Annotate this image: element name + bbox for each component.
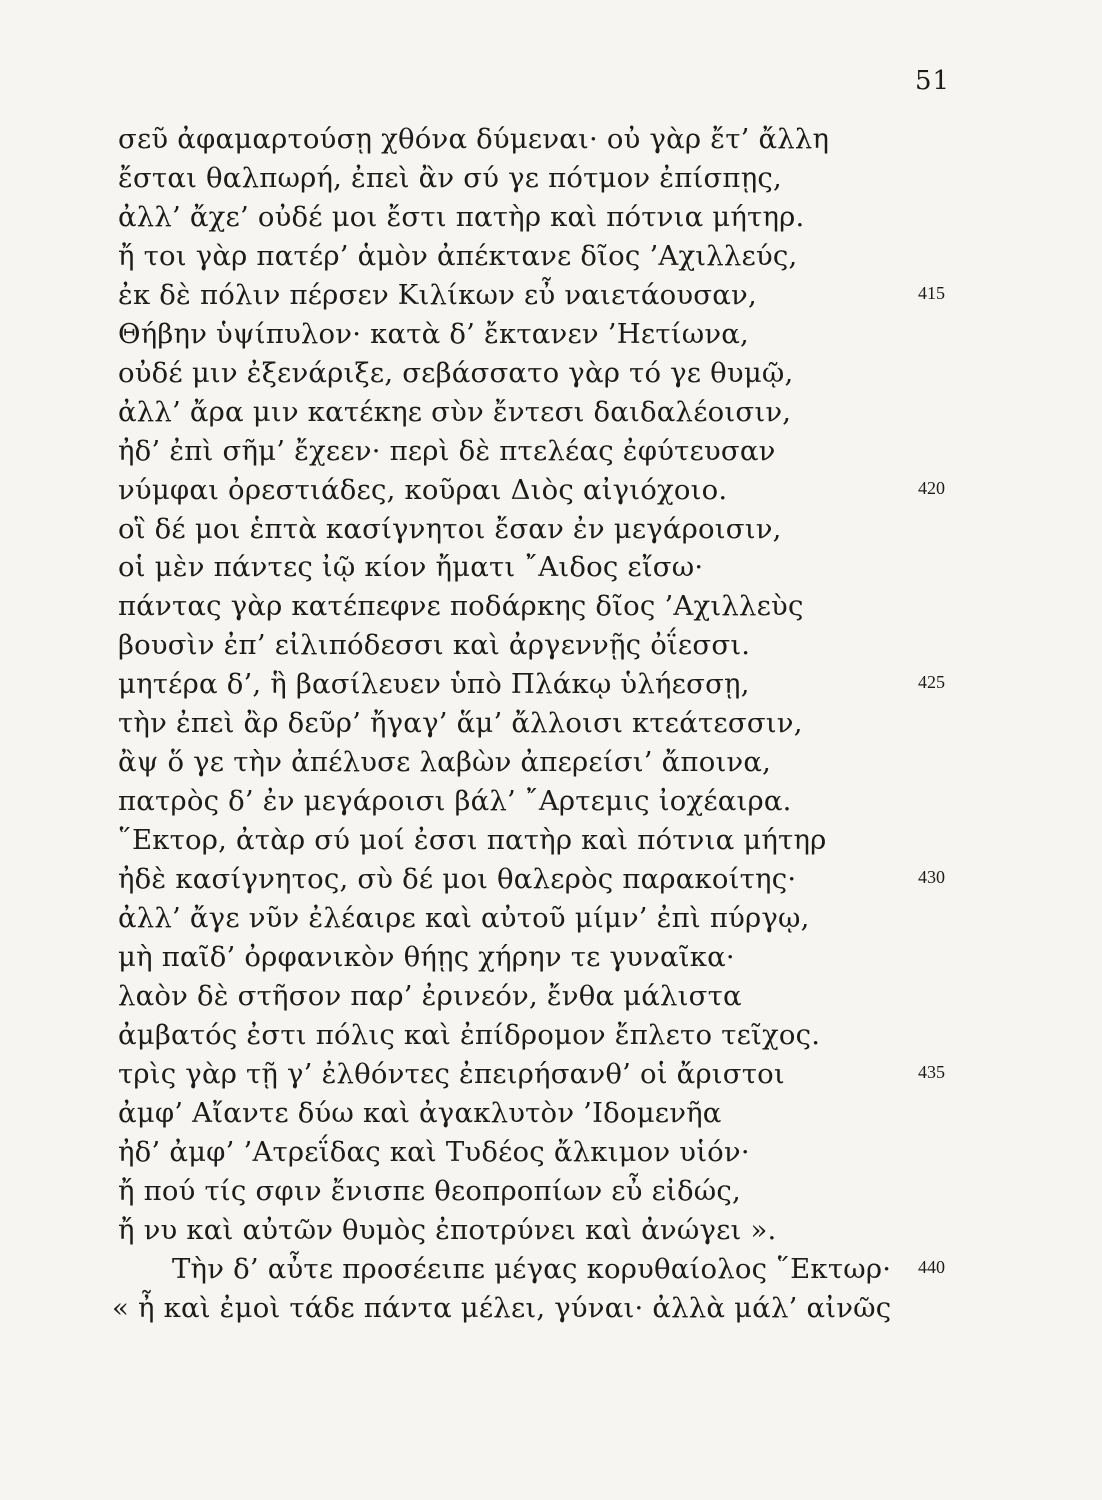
verse-line: σεῦ ἀφαμαρτούσῃ χθόνα δύμεναι· οὐ γὰρ ἔτ’ ἄλλη bbox=[118, 123, 830, 155]
verse-line: ἤ πού τίς σφιν ἔνισπε θεοπροπίων εὖ εἰδώς, bbox=[118, 1175, 741, 1207]
verse-line: λαὸν δὲ στῆσον παρ’ ἐρινεόν, ἔνθα μάλιστα bbox=[118, 980, 742, 1012]
verse-line: τρὶς γὰρ τῇ γ’ ἐλθόντες ἐπειρήσανθ’ οἱ ἄριστοι bbox=[118, 1058, 785, 1090]
verse-line: μητέρα δ’, ἣ βασίλευεν ὑπὸ Πλάκῳ ὑλήεσσῃ, bbox=[118, 668, 750, 700]
verse-line: ἀλλ’ ἄχε’ οὐδέ μοι ἔστι πατὴρ καὶ πότνια μήτηρ. bbox=[118, 201, 805, 233]
verse-line: ἀμβατός ἐστι πόλις καὶ ἐπίδρομον ἔπλετο τεῖχος. bbox=[118, 1019, 821, 1051]
verse-line: οἳ δέ μοι ἑπτὰ κασίγνητοι ἔσαν ἐν μεγάροισιν, bbox=[118, 513, 782, 545]
line-number: 435 bbox=[918, 1062, 945, 1082]
verse-line: ἠδ’ ἐπὶ σῆμ’ ἔχεεν· περὶ δὲ πτελέας ἐφύτευσαν bbox=[118, 435, 776, 467]
verse-line: ἠδ’ ἀμφ’ ’Ατρεΐδας καὶ Τυδέος ἄλκιμον υἱόν· bbox=[118, 1136, 750, 1168]
line-number: 440 bbox=[918, 1257, 945, 1277]
verse-line: ἤ τοι γὰρ πατέρ’ ἁμὸν ἀπέκτανε δῖος ’Αχιλλεύς, bbox=[118, 240, 798, 272]
verse-line: ἔσται θαλπωρή, ἐπεὶ ἂν σύ γε πότμον ἐπίσπῃς, bbox=[118, 162, 782, 194]
verse-line: « ἦ καὶ ἐμοὶ τάδε πάντα μέλει, γύναι· ἀλλὰ μάλ’ αἰνῶς bbox=[112, 1292, 892, 1324]
verse-line: τὴν ἐπεὶ ἂρ δεῦρ’ ἤγαγ’ ἅμ’ ἄλλοισι κτεάτεσσιν, bbox=[118, 707, 803, 739]
verse-line: ῞Εκτορ, ἀτὰρ σύ μοί ἐσσι πατὴρ καὶ πότνια μήτηρ bbox=[118, 824, 827, 856]
line-number: 425 bbox=[918, 672, 945, 692]
verse-line: ἠδὲ κασίγνητος, σὺ δέ μοι θαλερὸς παρακοίτης· bbox=[118, 863, 797, 895]
verse-line: Θήβην ὑψίπυλον· κατὰ δ’ ἔκτανεν ’Ηετίωνα, bbox=[118, 318, 749, 350]
verse-line: ἀλλ’ ἄγε νῦν ἐλέαιρε καὶ αὐτοῦ μίμν’ ἐπὶ πύργῳ, bbox=[118, 902, 810, 934]
verse-line: πατρὸς δ’ ἐν μεγάροισι βάλ’ ῎Αρτεμις ἰοχέαιρα. bbox=[118, 785, 792, 817]
verse-line: ἐκ δὲ πόλιν πέρσεν Κιλίκων εὖ ναιετάουσαν, bbox=[118, 279, 757, 311]
line-number: 415 bbox=[918, 283, 945, 303]
verse-line: ἀμφ’ Αἴαντε δύω καὶ ἀγακλυτὸν ’Ιδομενῆα bbox=[118, 1097, 722, 1129]
verse-line: ἀλλ’ ἄρα μιν κατέκηε σὺν ἔντεσι δαιδαλέοισιν, bbox=[118, 396, 792, 428]
verse-line: μὴ παῖδ’ ὀρφανικὸν θήῃς χήρην τε γυναῖκα· bbox=[118, 941, 735, 973]
verse-line: οἱ μὲν πάντες ἰῷ κίον ἤματι ῎Αιδος εἴσω· bbox=[118, 551, 704, 583]
verse-line: πάντας γὰρ κατέπεφνε ποδάρκης δῖος ’Αχιλλεὺς bbox=[118, 590, 804, 622]
line-number: 420 bbox=[918, 478, 945, 498]
verse-line: Τὴν δ’ αὖτε προσέειπε μέγας κορυθαίολος ῞Εκτωρ· bbox=[172, 1253, 892, 1285]
verse-line: νύμφαι ὀρεστιάδες, κοῦραι Διὸς αἰγιόχοιο. bbox=[118, 474, 728, 506]
page-number: 51 bbox=[915, 66, 951, 96]
verse-line: ἂψ ὅ γε τὴν ἀπέλυσε λαβὼν ἀπερείσι’ ἄποινα, bbox=[118, 746, 772, 778]
verse-line: οὐδέ μιν ἐξενάριξε, σεβάσσατο γὰρ τό γε θυμῷ, bbox=[118, 357, 794, 389]
verse-line: βουσὶν ἐπ’ εἰλιπόδεσσι καὶ ἀργεννῇς ὀΐεσσι. bbox=[118, 629, 751, 661]
line-number: 430 bbox=[918, 867, 945, 887]
verse-line: ἤ νυ καὶ αὐτῶν θυμὸς ἐποτρύνει καὶ ἀνώγει ». bbox=[118, 1214, 777, 1246]
